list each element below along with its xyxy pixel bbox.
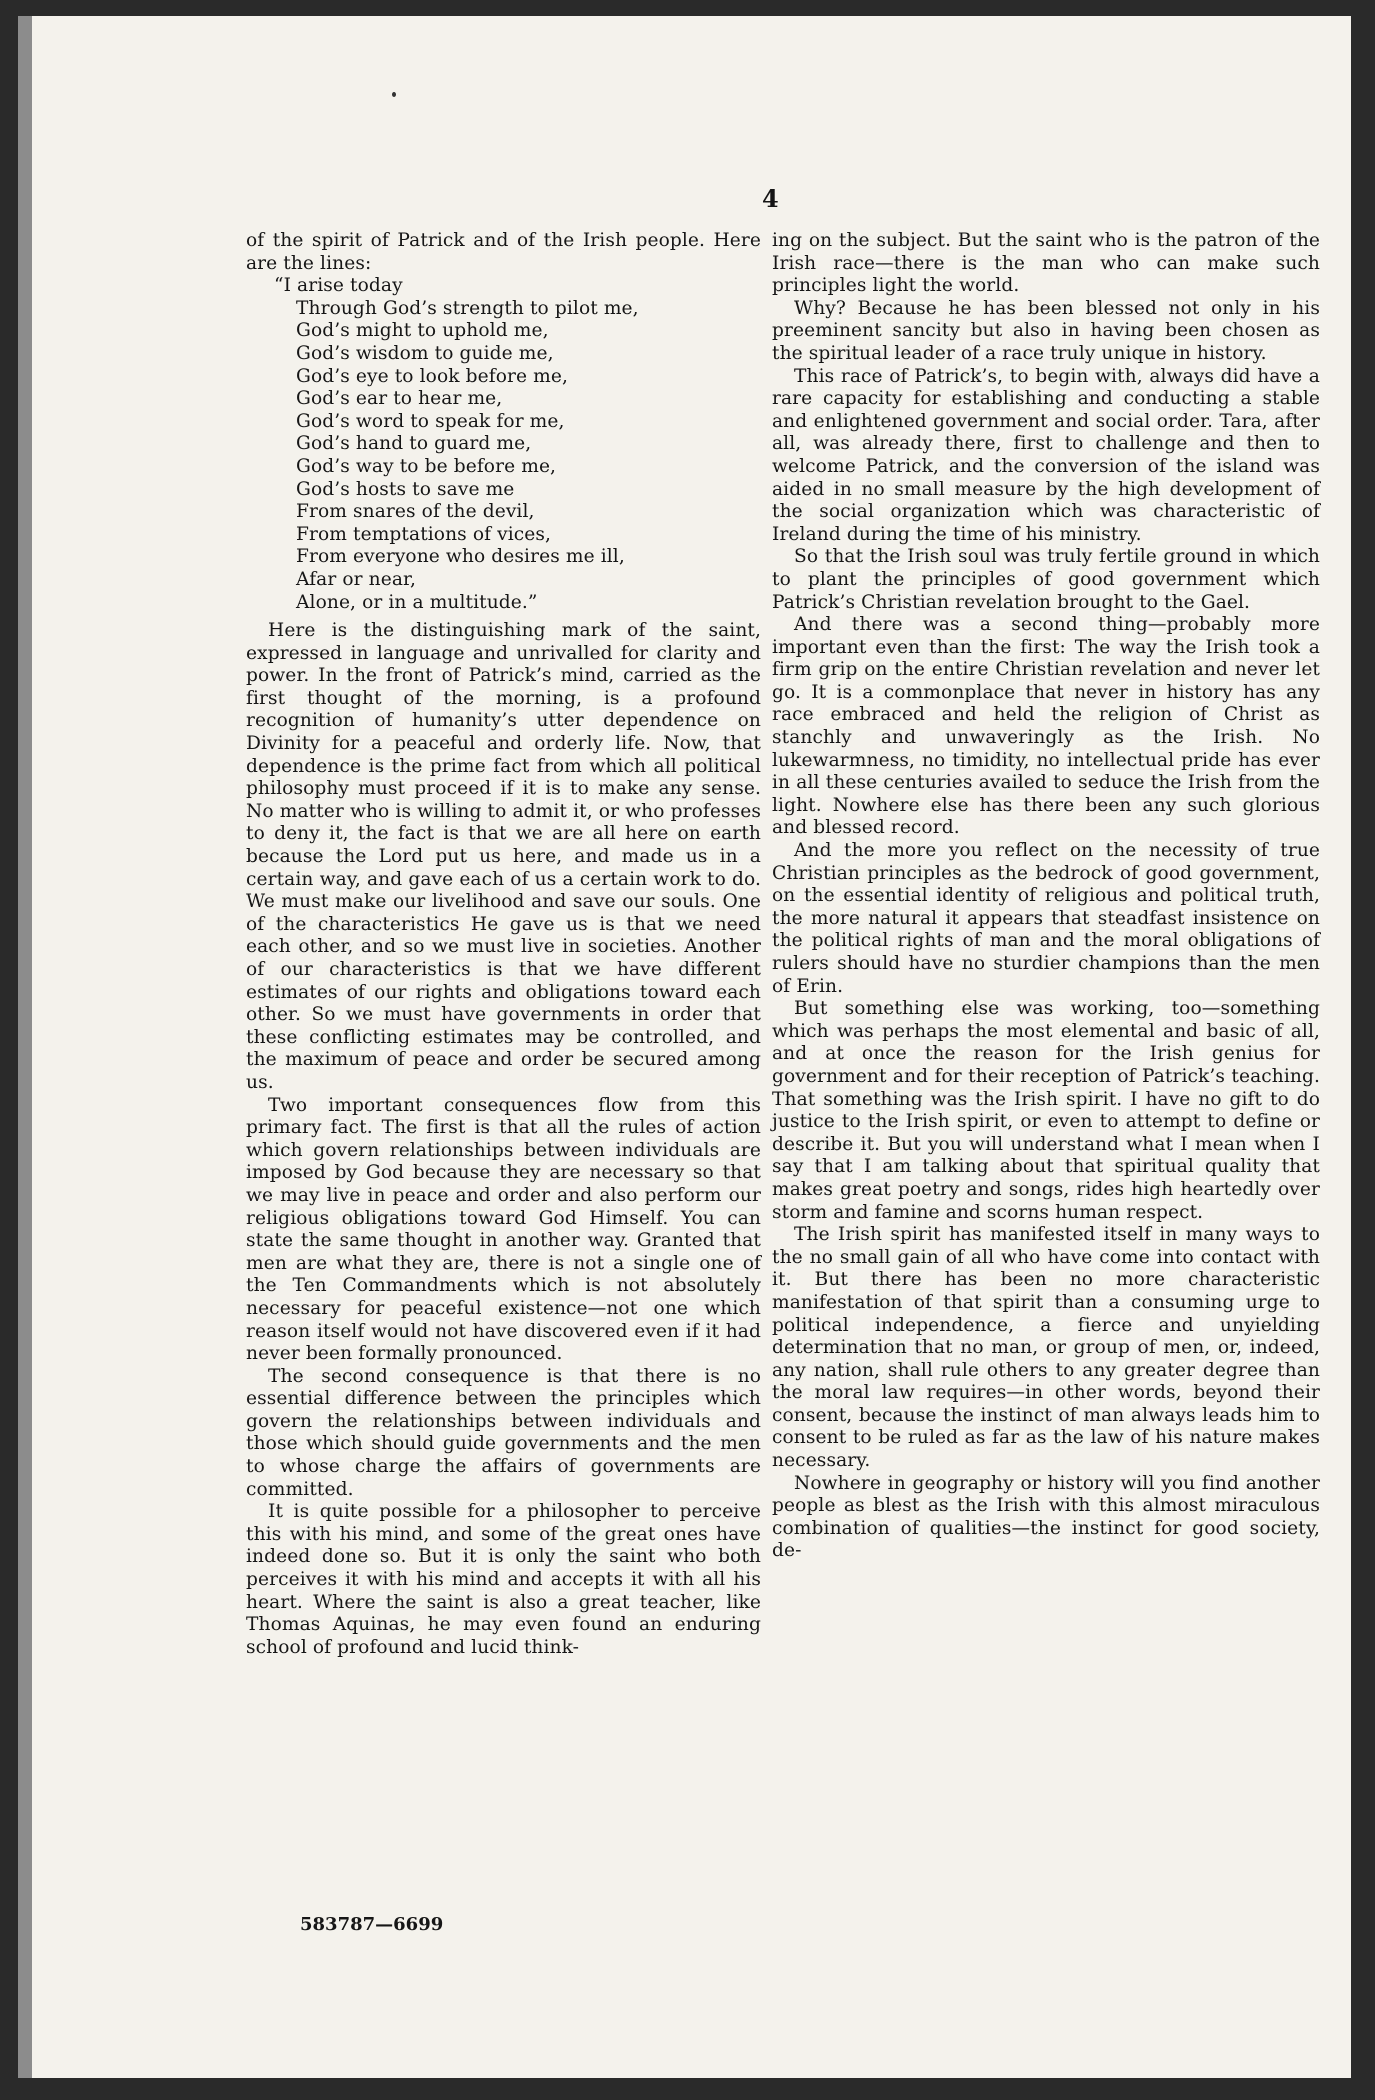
- body-paragraph: The Irish spirit has manifested itself in many ways to the no small gain of all who have come into contact with it. But there has been no more characteristic manifestation of that spirit than a consuming urge to political independence, a fierce and unyielding determination that no man, or group of men, or, indeed, any nation, shall rule others to any greater degree than the moral law requires—in other words, beyond their consent, because the instinct of man always leads him to consent to be ruled as far as the law of his nature makes necessary.: [772, 1224, 1320, 1472]
- scanned-page: [18, 16, 1351, 2078]
- poem-line: God’s hosts to save me: [296, 478, 515, 500]
- poem-line: “I arise today: [274, 275, 403, 297]
- body-paragraph: Two important consequences flow from this primary fact. The first is that all the rules of action which govern relationships between individuals are imposed by God because they are necessary so that we may live in peace and order and also perform our religious obligations toward God Himself. You can state the same thought in another way. Granted that men are what they are, there is not a single one of the Ten Commandments which is not absolutely necessary for peaceful existence—not one which reason itself would not have discovered even if it had never been formally pronounced.: [246, 1094, 761, 1365]
- body-paragraph: So that the Irish soul was truly fertile ground in which to plant the principles of good government which Patrick’s Christian revelation brought to the Gael.: [772, 546, 1320, 613]
- left-opening-paragraph: of the spirit of Patrick and of the Irish people. Here are the lines:: [246, 230, 761, 274]
- ink-speck: [392, 92, 396, 97]
- body-paragraph: And there was a second thing—probably more important even than the first: The way the Irish took a firm grip on the entire Christian revelation and never let go. It is a commonplace that never in history has any race embraced and held the religion of Christ as stanchly and unwaveringly as the Irish. No lukewarmness, no timidity, no intellectual pride has ever in all these centuries availed to seduce the Irish from the light. Nowhere else has there been any such glorious and blessed record.: [772, 614, 1320, 839]
- body-paragraph: This race of Patrick’s, to begin with, always did have a rare capacity for establishing and conducting a stable and enlightened government and social order. Tara, after all, was already there, first to challenge and then to welcome Patrick, and the conversion of the island was aided in no small measure by the high development of the social organization which was characteristic of Ireland during the time of his ministry.: [772, 365, 1320, 545]
- poem-line: God’s eye to look before me,: [296, 365, 568, 387]
- poem-block: [246, 275, 761, 614]
- body-paragraph: Here is the distinguishing mark of the saint, expressed in language and unrivalled for clarity and power. In the front of Patrick’s mind, carried as the first thought of the morning, is a profound recognition of humanity’s utter dependence on Divinity for a peaceful and orderly life. Now, that dependence is the prime fact from which all political philosophy must proceed if it is to make any sense. No matter who is willing to admit it, or who professes to deny it, the fact is that we are all here on earth because the Lord put us here, and made us in a certain way, and gave each of us a certain work to do. We must make our livelihood and save our souls. One of the characteristics He gave us is that we need each other, and so we must live in societies. Another of our characteristics is that we have different estimates of our rights and obligations toward each other. So we must have governments in order that these conflicting estimates may be controlled, and the maximum of peace and order be secured among us.: [246, 620, 761, 1093]
- poem-line: Afar or near,: [296, 568, 416, 590]
- right-opening-paragraph: ing on the subject. But the saint who is the patron of the Irish race—there is the man who can make such principles light the world.: [772, 230, 1320, 297]
- poem-line: From temptations of vices,: [296, 523, 552, 545]
- body-paragraph: But something else was working, too—something which was perhaps the most elemental and basic of all, and at once the reason for the Irish genius for government and for their reception of Patrick’s teaching. That something was the Irish spirit. I have no gift to do justice to the Irish spirit, or even to attempt to define or describe it. But you will understand what I mean when I say that I am talking about that spiritual quality that makes great poetry and songs, rides high heartedly over storm and famine and scorns human respect.: [772, 998, 1320, 1223]
- poem-line: From snares of the devil,: [296, 501, 535, 523]
- body-paragraph: It is quite possible for a philosopher to perceive this with his mind, and some of the great ones have indeed done so. But it is only the saint who both perceives it with his mind and accepts it with all his heart. Where the saint is also a great teacher, like Thomas Aquinas, he may even found an enduring school of profound and lucid think-: [246, 1501, 761, 1658]
- body-paragraph: Why? Because he has been blessed not only in his preeminent sancity but also in having been chosen as the spiritual leader of a race truly unique in history.: [772, 297, 1320, 364]
- poem-line: God’s ear to hear me,: [296, 388, 503, 410]
- print-code: 583787—6699: [300, 1914, 444, 1935]
- right-column: [772, 230, 1320, 1563]
- poem-line: Alone, or in a multitude.”: [296, 591, 538, 613]
- poem-line: God’s hand to guard me,: [296, 433, 532, 455]
- poem-line: God’s might to uphold me,: [296, 320, 549, 342]
- body-paragraph: And the more you reflect on the necessity of true Christian principles as the bedrock of good government, on the essential identity of religious and political truth, the more natural it appears that steadfast insistence on the political rights of man and the moral obligations of rulers should have no sturdier champions than the men of Erin.: [772, 840, 1320, 997]
- poem-line: God’s way to be before me,: [296, 455, 557, 477]
- poem-line: God’s wisdom to guide me,: [296, 342, 554, 364]
- poem-line: Through God’s strength to pilot me,: [296, 297, 639, 319]
- body-paragraph: The second consequence is that there is no essential difference between the principles which govern the relationships between individuals and those which should guide governments and the men to whose charge the affairs of governments are committed.: [246, 1365, 761, 1500]
- left-column: [246, 230, 761, 1659]
- poem-line: God’s word to speak for me,: [296, 410, 565, 432]
- body-paragraph: Nowhere in geography or history will you find another people as blest as the Irish with this almost miraculous combination of qualities—the instinct for good society, de-: [772, 1472, 1320, 1562]
- poem-line: From everyone who desires me ill,: [296, 546, 625, 568]
- page-number: 4: [762, 184, 779, 213]
